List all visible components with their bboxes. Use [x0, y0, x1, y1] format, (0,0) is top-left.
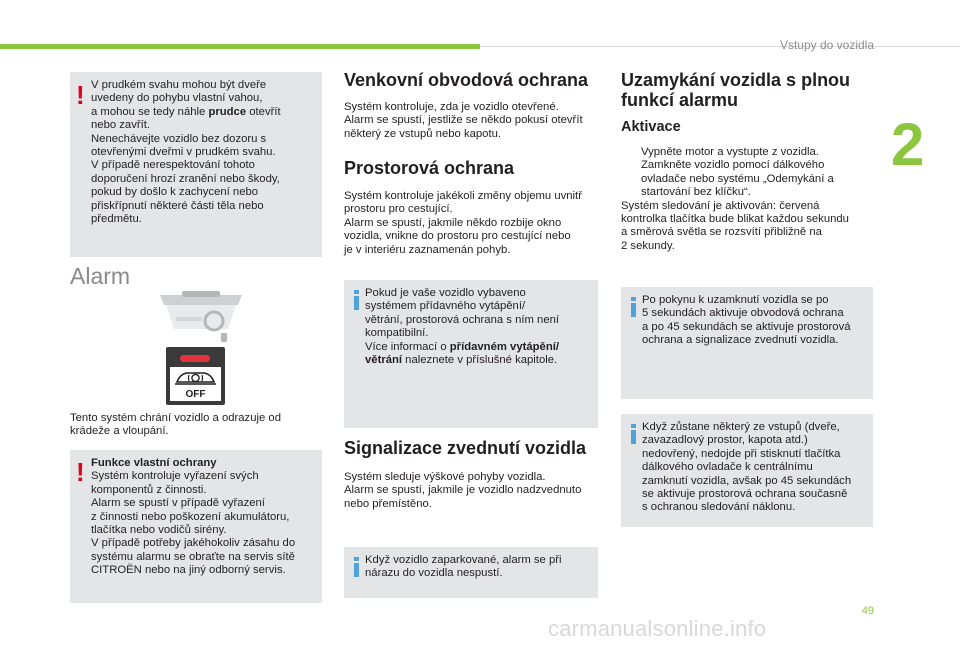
info-box-auxiliary-heating: [344, 280, 598, 428]
warning-box-steep-slope: [70, 72, 322, 257]
warning-text: V prudkém svahu mohou být dveře uvedeny do pohybu vlastní vahou, a mohou se tedy náhle prudce otevřít nebo zavřít. Nenechávejte vozidlo bez dozoru s otevřenými dveřmi v prudkém svahu. V případě nerespektování tohoto doporučení hrozí zranění nebo škody, pokud by došlo k zachycení nebo přiskřípnutí některé části těla nebo předmětu.: [91, 79, 281, 226]
off-label: OFF: [185, 389, 206, 400]
warning-text: Funkce vlastní ochrany Systém kontroluje vyřazení svých komponentů z činnosti. Alarm se spustí v případě vyřazení z činnosti nebo poškození akumulátoru, tlačítka nebo vodičů sirény. V případě potřeby jakéhokoliv zásahu do systému alarmu se obraťte na servis sítě CITROËN nebo na jiný odborný servis.: [91, 457, 296, 577]
sensor-icon: [221, 333, 227, 342]
info-box-open-entry: [621, 414, 873, 527]
page-number: 49: [861, 605, 874, 617]
chapter-number: 2: [891, 111, 925, 178]
heading-full-alarm-locking: Uzamykání vozidla s plnou funkcí alarmu: [621, 70, 851, 110]
activation-step-list: [621, 146, 883, 200]
info-box-parked-impact: [344, 547, 598, 598]
heading-activation: Aktivace: [621, 119, 681, 135]
info-icon: [631, 424, 636, 444]
info-icon: [354, 290, 359, 310]
info-icon: [631, 297, 636, 317]
warning-exclamation-icon: !: [76, 80, 85, 110]
info-icon: [354, 557, 359, 577]
activation-steps: Vypněte motor a vystupte z vozidla. Zamkněte vozidlo pomocí dálkového ovladače nebo systému „Odemykání a startování bez klíčku“. Systém sledování je aktivován: červená kontrolka tlačítka bude blikat každou sekundu a směrová světla se rozsvítí přibližně na 2 sekundy.: [621, 146, 883, 253]
header-accent-bar: [0, 44, 480, 49]
section-title: Vstupy do vozidla: [779, 38, 874, 52]
warning-exclamation-icon: !: [76, 457, 85, 487]
list-item: Zamkněte vozidlo pomocí dálkového ovladače nebo systému „Odemykání a startování bez klíčku“.: [641, 159, 834, 199]
alarm-heading: Alarm: [70, 263, 131, 289]
info-text: Po pokynu k uzamknutí vozidla se po 5 sekundách aktivuje obvodová ochrana a po 45 sekundách se aktivuje prostorová ochrana a signalizace zvednutí vozidla.: [642, 294, 851, 347]
interior-protection-text: Systém kontroluje jakékoli změny objemu uvnitř prostoru pro cestující. Alarm se spustí, jakmile někdo rozbije okno vozidla, vnikne do prostoru pro cestující nebo je v interiéru zaznamenán pohyb.: [344, 190, 582, 256]
car-alarm-icon: [170, 367, 221, 389]
info-box-lock-timing: [621, 287, 873, 399]
warning-box-self-protection: [70, 450, 322, 603]
dashboard-sensor-illustration: [158, 289, 244, 344]
info-text: Když zůstane některý ze vstupů (dveře, zavazadlový prostor, kapota atd.) nedovřený, nedojde při stisknutí tlačítka dálkového ovladače k centrálnímu zamknutí vozidla, avšak po 45 sekundách se aktivuje prostorová ochrana současně s ochranou sledování náklonu.: [642, 421, 852, 514]
outer-protection-text: Systém kontroluje, zda je vozidlo otevřené. Alarm se spustí, jestliže se někdo pokusí otevřít některý ze vstupů nebo kapotu.: [344, 101, 583, 140]
list-item: Vypněte motor a vystupte z vozidla.: [641, 146, 819, 158]
alarm-led-indicator: [180, 355, 210, 362]
heading-outer-protection: Venkovní obvodová ochrana: [344, 70, 589, 90]
heading-interior-protection: Prostorová ochrana: [344, 158, 515, 178]
heading-tilt-detection: Signalizace zvednutí vozidla: [344, 438, 587, 458]
mirror-shape: [182, 291, 220, 297]
info-text: Pokud je vaše vozidlo vybaveno systémem přídavného vytápění/ větrání, prostorová ochrana s ním není kompatibilní. Více informací o přídavném vytápění/ větrání naleznete v příslušné kapitole.: [365, 287, 560, 367]
dashboard-shape: [176, 317, 202, 321]
alarm-off-button-illustration: [166, 347, 225, 405]
alarm-intro: Tento systém chrání vozidlo a odrazuje od krádeže a vloupání.: [70, 412, 281, 438]
tilt-detection-text: Systém sleduje výškové pohyby vozidla. Alarm se spustí, jakmile je vozidlo nadzvednuto nebo přemístěno.: [344, 471, 582, 510]
watermark: carmanualsonline.info: [548, 616, 767, 641]
header-rule: [480, 46, 960, 47]
info-text: Když vozidlo zaparkované, alarm se při nárazu do vozidla nespustí.: [365, 554, 562, 580]
